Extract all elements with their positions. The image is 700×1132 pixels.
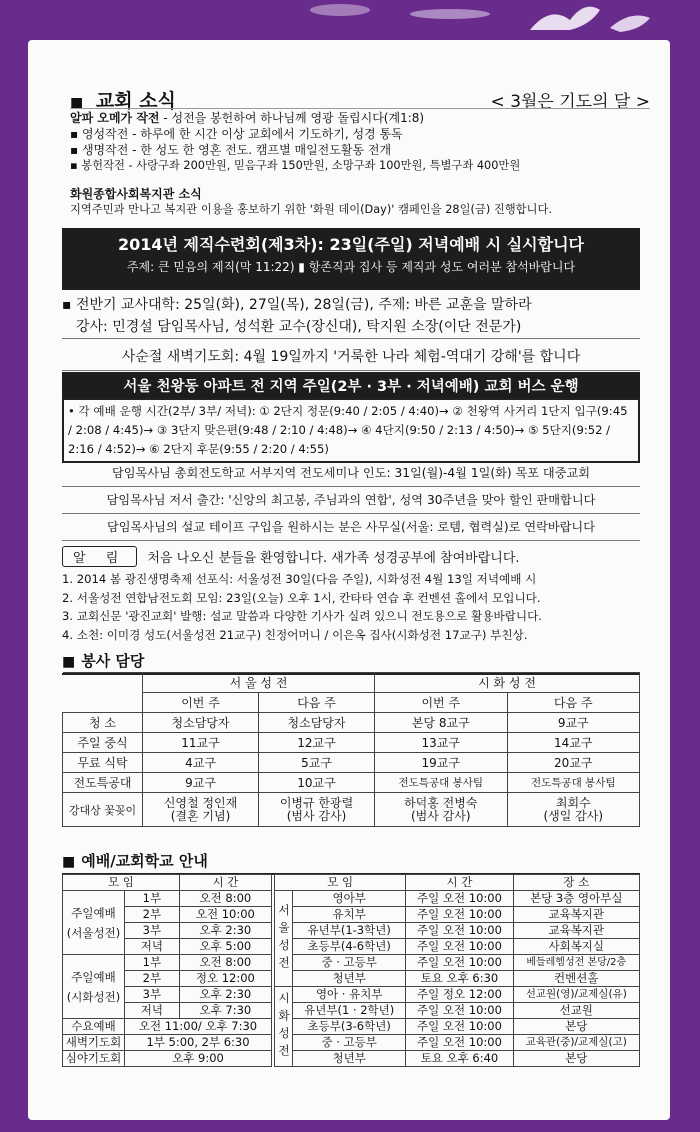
notice-3: 담임목사님의 설교 테이프 구입을 원하시는 분은 사무실(서울: 로템, 협력실)로 연락바랍니다 <box>62 514 640 541</box>
divider <box>70 108 650 109</box>
table-row: 유년부(1-3학년) 주일 오전 10:00 교육복지관 <box>275 923 640 939</box>
welfare-heading: 화원종합사회복지관 소식 <box>70 187 202 201</box>
table-row: 시화성전 영아 · 유치부 주일 정오 12:00 선교원(영)/교제실(유) <box>275 987 640 1003</box>
worship-left-table: 모 임 시 간 주일예배 (서울성전) 1부 오전 8:00 2부 오전 10:00 3부 오후 2:30 저녁 오후 5:00 주일예배 (시화성전) 1부 오전 8:00 2부 정오 12:00 3부 오후 2:30 저녁 오후 7:30 수요예배 오전 11:00/ 오후 7:30 새벽기도회 1부 5:00, 2부 6:30 심야기도회 오후 9:00 <box>62 874 272 1067</box>
square-bullet-icon: ■ <box>62 654 76 670</box>
bulletin-paper <box>28 40 670 1120</box>
list-item: ▪ 봉헌작전 - 사랑구좌 200만원, 믿음구좌 150만원, 소망구좌 100만원, 특별구좌 400만원 <box>70 159 521 172</box>
worship-right <box>274 874 640 1067</box>
table-row: 주일예배 (서울성전) 1부 오전 8:00 <box>63 891 272 907</box>
welfare-text: 지역주민과 만나고 복지관 이용을 홍보하기 위한 '화원 데이(Day)' 캠페인을 28일(금) 진행합니다. <box>70 203 552 216</box>
retreat-sub: 주제: 큰 믿음의 제직(막 11:22) ▮ 항존직과 집사 등 제직과 성도 여러분 참석바랍니다 <box>126 260 576 274</box>
table-row: 초등부(3-6학년) 주일 오전 10:00 본당 <box>275 1019 640 1035</box>
table-row: 강대상 꽃꽂이 신영철 정인재 (결혼 기념) 이병규 한광렬 (범사 감사) 하덕홍 전병숙 (범사 감사) 최회수 (생일 감사) <box>63 793 640 827</box>
table-row: 청년부 토요 오후 6:40 본당 <box>275 1051 640 1067</box>
alpha-omega-desc: - 성전을 봉헌하여 하나님께 영광 돌립시다(계1:8) <box>163 111 425 125</box>
alim-label: 알 림 <box>62 546 137 567</box>
table-row: 유치부 주일 오전 10:00 교육복지관 <box>275 907 640 923</box>
list-item: ▪ 영성작전 - 하루에 한 시간 이상 교회에서 기도하기, 성경 통독 <box>70 127 403 141</box>
teacher-college-line1: ▪ 전반기 교사대학: 25일(화), 27일(목), 28일(금), 주제: 바른 교훈을 말하라 <box>62 297 532 313</box>
alim-list <box>62 570 647 644</box>
table-row: 2부 오전 10:00 <box>63 907 272 923</box>
campus-seoul: 서 울 성 전 <box>143 673 375 693</box>
bus-title: 서울 천왕동 아파트 전 지역 주일(2부 · 3부 · 저녁예배) 교회 버스 운행 <box>123 379 579 395</box>
dawn-prayer: 사순절 새벽기도회: 4월 19일까지 '거룩한 나라 체험-역대기 강해'를 합니다 <box>62 344 640 371</box>
table-row: 청 소 청소담당자 청소담당자 본당 8교구 9교구 <box>63 713 640 733</box>
table-row: 유년부(1 · 2학년) 주일 오전 10:00 선교원 <box>275 1003 640 1019</box>
table-row: 심야기도회 오후 9:00 <box>63 1051 272 1067</box>
alim-text: 처음 나오신 분들을 환영합니다. 새가족 성경공부에 참여바랍니다. <box>147 551 520 566</box>
month-theme: < 3월은 기도의 달 > <box>490 92 650 112</box>
service-heading: ■ 봉사 담당 <box>62 650 640 675</box>
alpha-omega-heading: 알파 오메가 작전 <box>70 111 160 125</box>
bus-schedule: • 각 예배 운행 시간(2부/ 3부/ 저녁): ① 2단지 정문(9:40 / 2:05 / 4:40)→ ② 천왕역 사거리 1단지 입구(9:45 / 2:08 / 4:45)→ ③ 3단지 맞은편(9:48 / 2:10 / 4:48)→ ④ 4단지(9:50 / 2:13 / 4:50)→ ⑤ 5단지(9:52 / 2:16 / 4:52)→ ⑥ 2단지 후문(9:55 / 2:20 / 4:55) <box>62 398 640 463</box>
table-row: 중 · 고등부 주일 오전 10:00 베들레헴성전 본당/2층 <box>275 955 640 971</box>
square-bullet-icon: ■ <box>70 95 84 111</box>
table-row: 3부 오후 2:30 <box>63 987 272 1003</box>
service-table-wrap <box>62 672 640 827</box>
retreat-title: 2014년 제직수련회(제3차): 23일(주일) 저녁예배 시 실시합니다 <box>117 235 584 254</box>
table-row: 서울성전 영아부 주일 오전 10:00 본당 3층 영아부실 <box>275 891 640 907</box>
table-row: 새벽기도회 1부 5:00, 2부 6:30 <box>63 1035 272 1051</box>
table-row: 주일 중식 11교구 12교구 13교구 14교구 <box>63 733 640 753</box>
teacher-college <box>62 294 640 339</box>
table-row: 전도특공대 9교구 10교구 전도특공대 봉사팀 전도특공대 봉사팀 <box>63 773 640 793</box>
list-item: ▪ 생명작전 - 한 성도 한 영혼 전도. 캠프별 매일전도활동 전개 <box>70 143 392 157</box>
service-table: 서 울 성 전 시 화 성 전 이번 주 다음 주 이번 주 다음 주 청 소 청소담당자 청소담당자 본당 8교구 9교구 주일 중식 11교구 12교구 13교구 14교구 무료 식탁 4교구 5교구 19교구 20교구 전도특공대 9교구 10교구 전도특공대 봉사팀 전도특공대 봉사팀 강대상 꽃꽂이 신영철 정인재 (결혼 기념) 이병규 한광렬 (범사 감사) 하덕홍 전병숙 (범사 감사) 최회수 (생일 감사) <box>62 672 640 827</box>
table-row: 중 · 고등부 주일 오전 10:00 교육관(중)/교제실(고) <box>275 1035 640 1051</box>
table-row: 2부 정오 12:00 <box>63 971 272 987</box>
news-title: 교회 소식 <box>95 90 176 112</box>
worship-right-table: 모 임 시 간 장 소 서울성전 영아부 주일 오전 10:00 본당 3층 영아부실 유치부 주일 오전 10:00 교육복지관 유년부(1-3학년) 주일 오전 10:00 교육복지관 초등부(4-6학년) 주일 오전 10:00 사회복지실 중 · 고등부 주일 오전 10:00 베들레헴성전 본당/2층 청년부 토요 오후 6:30 컨벤션홀 시화성전 영아 · 유치부 주일 정오 12:00 선교원(영)/교제실(유) 유년부(1 · 2학년) 주일 오전 10:00 선교원 초등부(3-6학년) 주일 오전 10:00 본당 중 · 고등부 주일 오전 10:00 교육관(중)/교제실(고) 청년부 토요 오후 6:40 본당 <box>274 874 640 1067</box>
table-row: 저녁 오후 5:00 <box>63 939 272 955</box>
alpha-omega-block <box>70 110 660 174</box>
table-row: 주일예배 (시화성전) 1부 오전 8:00 <box>63 955 272 971</box>
list-item: 2. 서울성전 연합남전도회 모임: 23일(오늘) 오후 1시, 칸타타 연습 후 컨벤션 홀에서 모입니다. <box>62 590 541 605</box>
retreat-banner <box>62 228 640 290</box>
table-row: 무료 식탁 4교구 5교구 19교구 20교구 <box>63 753 640 773</box>
table-row: 수요예배 오전 11:00/ 오후 7:30 <box>63 1019 272 1035</box>
list-item: 4. 소천: 이미경 성도(서울성전 21교구) 친정어머니 / 이은옥 집사(시화성전 17교구) 부친상. <box>62 627 528 642</box>
bus-banner <box>62 372 640 398</box>
square-bullet-icon: ■ <box>62 854 76 870</box>
teacher-college-line2: 강사: 민경설 담임목사님, 성석환 교수(장신대), 탁지원 소장(이단 전문가) <box>76 319 522 335</box>
worship-heading: ■ 예배/교회학교 안내 <box>62 850 640 875</box>
campus-sihwa: 시 화 성 전 <box>375 673 640 693</box>
table-row: 청년부 토요 오후 6:30 컨벤션홀 <box>275 971 640 987</box>
notice-2: 담임목사님 저서 출간: '신앙의 최고봉, 주님과의 연합', 성역 30주년을 맞아 할인 판매합니다 <box>62 487 640 514</box>
alim-row <box>62 546 640 567</box>
table-row: 초등부(4-6학년) 주일 오전 10:00 사회복지실 <box>275 939 640 955</box>
worship-left <box>62 874 272 1067</box>
notice-1: 담임목사님 총회전도학교 서부지역 전도세미나 인도: 31일(월)-4월 1일(화) 목포 대중교회 <box>62 460 640 487</box>
table-row: 3부 오후 2:30 <box>63 923 272 939</box>
list-item: 3. 교회신문 '광진교회' 발행: 설교 말씀과 다양한 기사가 실려 있으니 전도용으로 활용바랍니다. <box>62 609 542 623</box>
list-item: 1. 2014 봄 광진생명축제 선포식: 서울성전 30일(다음 주일), 시화성전 4월 13일 저녁예배 시 <box>62 572 537 586</box>
table-row: 저녁 오후 7:30 <box>63 1003 272 1019</box>
dove-decoration-icon <box>300 0 680 42</box>
welfare-block <box>70 186 660 218</box>
